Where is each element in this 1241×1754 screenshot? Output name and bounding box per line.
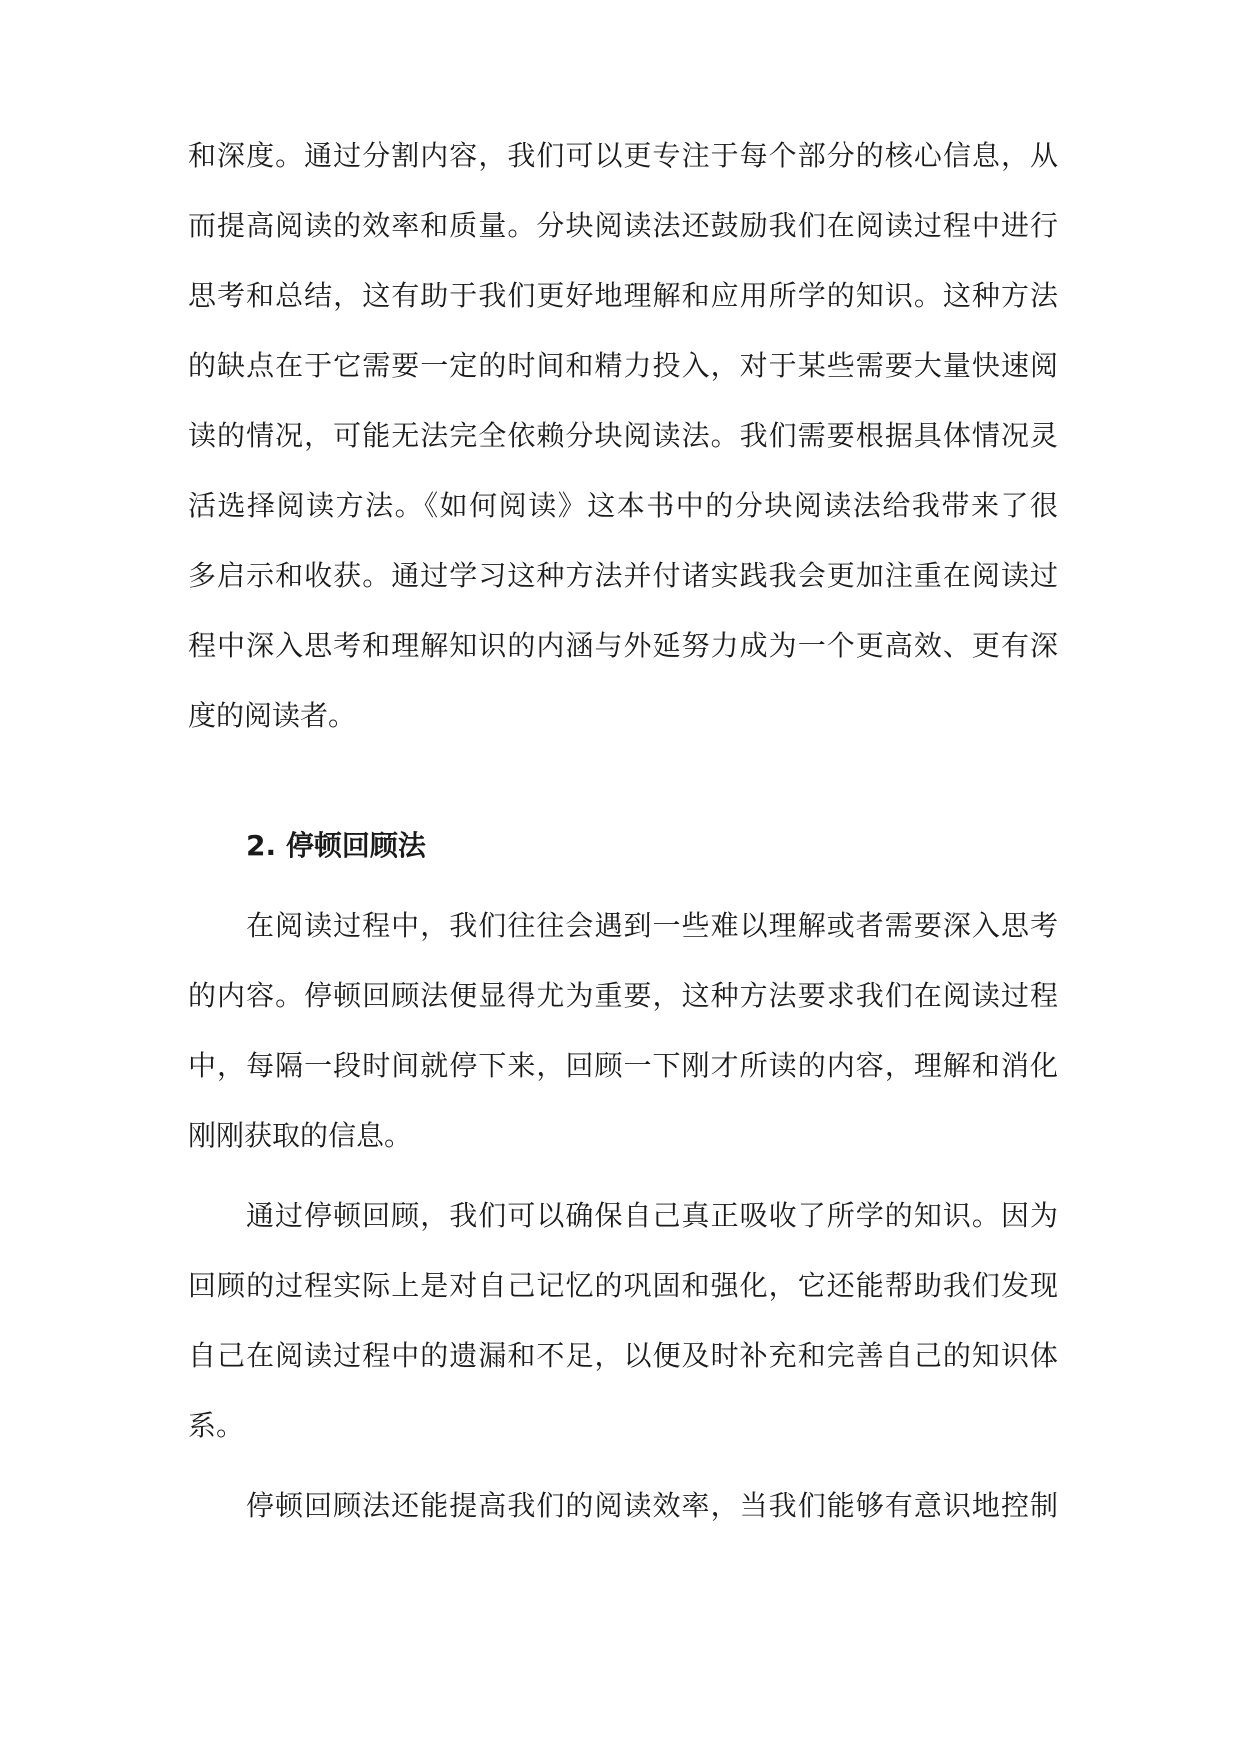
paragraph-line: 停顿回顾法还能提高我们的阅读效率，当我们能够有意识地控制	[246, 1489, 1058, 1522]
paragraph-line: 的缺点在于它需要一定的时间和精力投入，对于某些需要大量快速阅	[188, 349, 1058, 382]
paragraph-line: 回顾的过程实际上是对自己记忆的巩固和强化，它还能帮助我们发现	[188, 1269, 1058, 1302]
paragraph-line: 通过停顿回顾，我们可以确保自己真正吸收了所学的知识。因为	[246, 1199, 1058, 1232]
paragraph-line: 度的阅读者。	[188, 699, 357, 732]
paragraph-line: 系。	[188, 1409, 245, 1442]
paragraph-line: 读的情况，可能无法完全依赖分块阅读法。我们需要根据具体情况灵	[188, 419, 1058, 452]
paragraph-line: 在阅读过程中，我们往往会遇到一些难以理解或者需要深入思考	[246, 909, 1058, 942]
paragraph-line: 多启示和收获。通过学习这种方法并付诸实践我会更加注重在阅读过	[188, 559, 1058, 592]
paragraph-line: 自己在阅读过程中的遗漏和不足，以便及时补充和完善自己的知识体	[188, 1339, 1058, 1372]
paragraph-line: 活选择阅读方法。《如何阅读》这本书中的分块阅读法给我带来了很	[188, 489, 1058, 522]
paragraph-line: 中，每隔一段时间就停下来，回顾一下刚才所读的内容，理解和消化	[188, 1049, 1058, 1082]
section-heading: 2. 停顿回顾法	[246, 829, 426, 862]
paragraph-line: 程中深入思考和理解知识的内涵与外延努力成为一个更高效、更有深	[188, 629, 1058, 662]
paragraph-line: 思考和总结，这有助于我们更好地理解和应用所学的知识。这种方法	[188, 279, 1058, 312]
paragraph-line: 而提高阅读的效率和质量。分块阅读法还鼓励我们在阅读过程中进行	[188, 209, 1058, 242]
paragraph-line: 和深度。通过分割内容，我们可以更专注于每个部分的核心信息，从	[188, 139, 1058, 172]
paragraph-line: 刚刚获取的信息。	[188, 1119, 413, 1152]
paragraph-line: 的内容。停顿回顾法便显得尤为重要，这种方法要求我们在阅读过程	[188, 979, 1058, 1012]
